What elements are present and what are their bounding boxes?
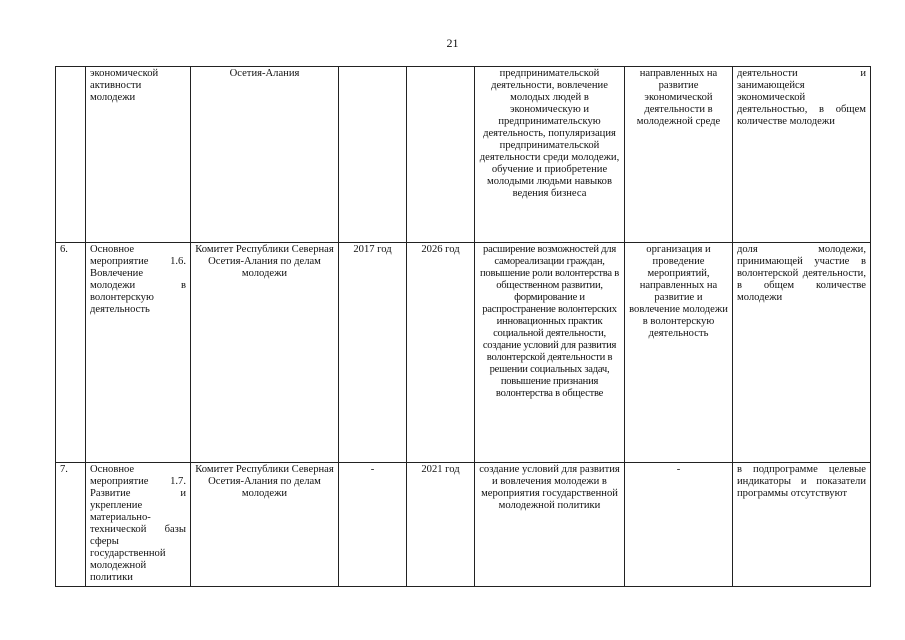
row-number	[56, 67, 86, 243]
start-year	[339, 67, 407, 243]
page-number: 21	[446, 36, 459, 50]
end-year: 2026 год	[407, 243, 475, 463]
expected-result: создание условий для развития и вовлечения молодежи в мероприятия государственной молодежной политики	[475, 463, 625, 587]
main-directions: -	[625, 463, 733, 587]
measures-table	[55, 66, 871, 587]
indicator: в подпрограмме целевые индикаторы и показатели программы отсутствуют	[733, 463, 871, 587]
measure-name: Основное мероприятие 1.6. Вовлечение молодежи в волонтерскую деятельность	[86, 243, 191, 463]
executor: Комитет Республики Северная Осетия-Алания по делам молодежи	[191, 463, 339, 587]
executor: Осетия-Алания	[191, 67, 339, 243]
table-row	[56, 243, 871, 463]
measure-name: экономической активности молодежи	[86, 67, 191, 243]
end-year: 2021 год	[407, 463, 475, 587]
expected-result: расширение возможностей для самореализации граждан, повышение роли волонтерства в общественном развитии, формирование и распространение волонтерских инновационных практик социальной деятельности, создание условий для развития волонтерской деятельности в решении социальных задач, повышение признания волонтерства в обществе	[475, 243, 625, 463]
executor: Комитет Республики Северная Осетия-Алания по делам молодежи	[191, 243, 339, 463]
end-year	[407, 67, 475, 243]
main-directions: организация и проведение мероприятий, направленных на развитие и вовлечение молодежи в волонтерскую деятельность	[625, 243, 733, 463]
table-row	[56, 67, 871, 243]
main-directions: направленных на развитие экономической деятельности в молодежной среде	[625, 67, 733, 243]
start-year: 2017 год	[339, 243, 407, 463]
expected-result: предпринимательской деятельности, вовлечение молодых людей в экономическую и предпринимательскую деятельность, популяризация предпринимательской деятельности среди молодежи, обучение и приобретение молодыми людьми навыков ведения бизнеса	[475, 67, 625, 243]
measure-name: Основное мероприятие 1.7. Развитие и укрепление материально-технической базы сферы государственной молодежной политики	[86, 463, 191, 587]
start-year: -	[339, 463, 407, 587]
row-number: 7.	[56, 463, 86, 587]
row-number: 6.	[56, 243, 86, 463]
indicator: деятельности и занимающейся экономической деятельностью, в общем количестве молодежи	[733, 67, 871, 243]
indicator: доля молодежи, принимающей участие в волонтерской деятельности, в общем количестве молодежи	[733, 243, 871, 463]
table-row	[56, 463, 871, 587]
